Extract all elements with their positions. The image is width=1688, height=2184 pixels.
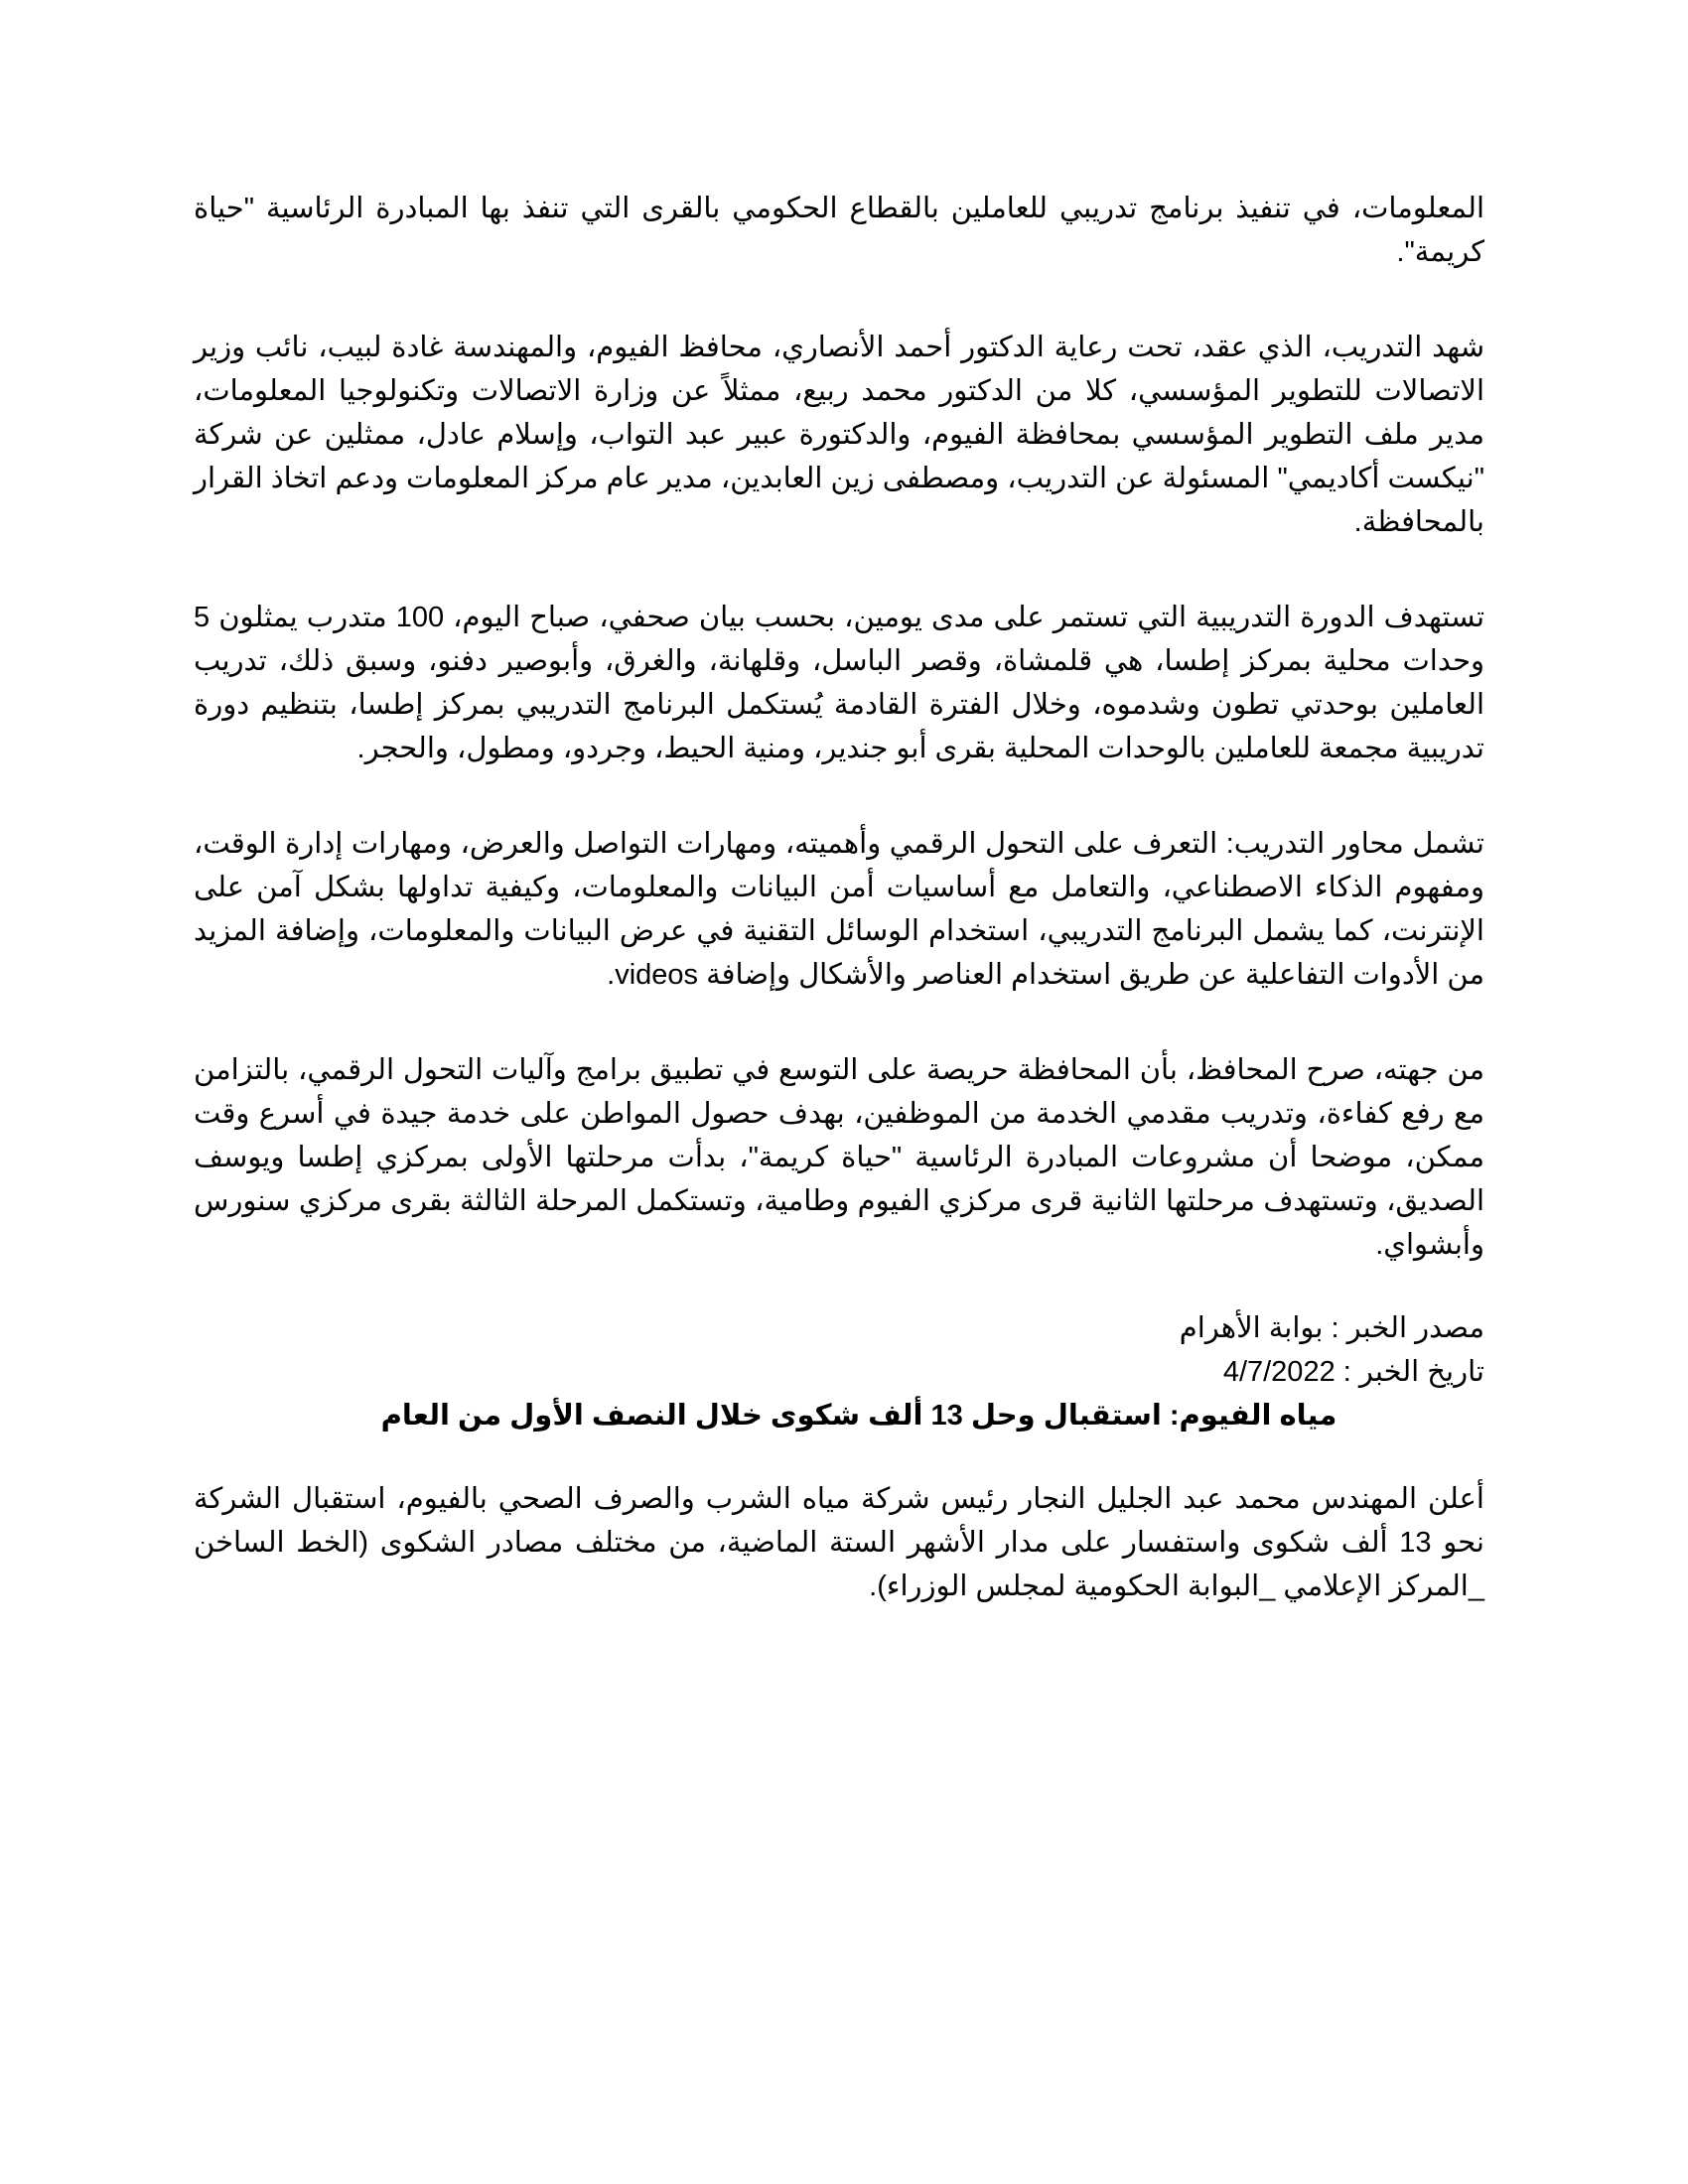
news-date: تاريخ الخبر : 4/7/2022 [1222, 1356, 1484, 1388]
news-source: مصدر الخبر : بوابة الأهرام [1179, 1312, 1484, 1344]
article-headline: مياه الفيوم: استقبال وحل 13 ألف شكوى خلال النصف الأول من العام [380, 1400, 1337, 1432]
paragraph-target: تستهدف الدورة التدريبية التي تستمر على مدى يومين، بحسب بيان صحفي، صباح اليوم، 100 متدرب يمثلون 5 وحدات محلية بمركز إطسا، هي قلمشاة، وقصر الباسل، وقلهانة، والغرق، وأبوصير دفنو، وسبق ذلك، تدريب العاملين بوحدتي تطون وشدموه، وخلال الفترة القادمة يُستكمل البرنامج التدريبي بمركز إطسا، بتنظيم دورة تدريبية مجمعة للعاملين بالوحدات المحلية بقرى أبو جندير، ومنية الحيط، وجردو، ومطول، والحجر. [194, 602, 1485, 764]
paragraph-governor-statement: من جهته، صرح المحافظ، بأن المحافظة حريصة على التوسع في تطبيق برامج وآليات التحول الرقمي، بالتزامن مع رفع كفاءة، وتدريب مقدمي الخدمة من الموظفين، بهدف حصول المواطن على خدمة جيدة في أسرع وقت ممكن، موضحا أن مشروعات المبادرة الرئاسية "حياة كريمة"، بدأت مرحلتها الأولى بمركزي إطسا ويوسف الصديق، وتستهدف مرحلتها الثانية قرى مركزي الفيوم وطامية، وتستكمل المرحلة الثالثة بقرى مركزي سنورس وأبشواي. [194, 1054, 1484, 1261]
paragraph-intro: المعلومات، في تنفيذ برنامج تدريبي للعاملين بالقطاع الحكومي بالقرى التي تنفذ بها المبادرة الرئاسية "حياة كريمة". [194, 193, 1484, 268]
paragraph-topics: تشمل محاور التدريب: التعرف على التحول الرقمي وأهميته، ومهارات التواصل والعرض، ومهارات إدارة الوقت، ومفهوم الذكاء الاصطناعي، والتعامل مع أساسيات أمن البيانات والمعلومات، وكيفية تداولها بشكل آمن على الإنترنت، كما يشمل البرنامج التدريبي، استخدام الوسائل التقنية في عرض البيانات والمعلومات، وإضافة المزيد من الأدوات التفاعلية عن طريق استخدام العناصر والأشكال وإضافة videos. [194, 828, 1484, 991]
paragraph-water-company: أعلن المهندس محمد عبد الجليل النجار رئيس شركة مياه الشرب والصرف الصحي بالفيوم، استقبال الشركة نحو 13 ألف شكوى واستفسار على مدار الأشهر الستة الماضية، من مختلف مصادر الشكوى (الخط الساخن _المركز الإعلامي _البوابة الحكومية لمجلس الوزراء). [194, 1483, 1484, 1602]
document-page [194, 187, 1484, 1608]
paragraph-attendees: شهد التدريب، الذي عقد، تحت رعاية الدكتور أحمد الأنصاري، محافظ الفيوم، والمهندسة غادة لبيب، نائب وزير الاتصالات للتطوير المؤسسي، كلا من الدكتور محمد ربيع، ممثلاً عن وزارة الاتصالات وتكنولوجيا المعلومات، مدير ملف التطوير المؤسسي بمحافظة الفيوم، والدكتورة عبير عبد التواب، وإسلام عادل، ممثلين عن شركة "نيكست أكاديمي" المسئولة عن التدريب، ومصطفى زين العابدين، مدير عام مركز المعلومات ودعم اتخاذ القرار بالمحافظة. [194, 332, 1485, 538]
